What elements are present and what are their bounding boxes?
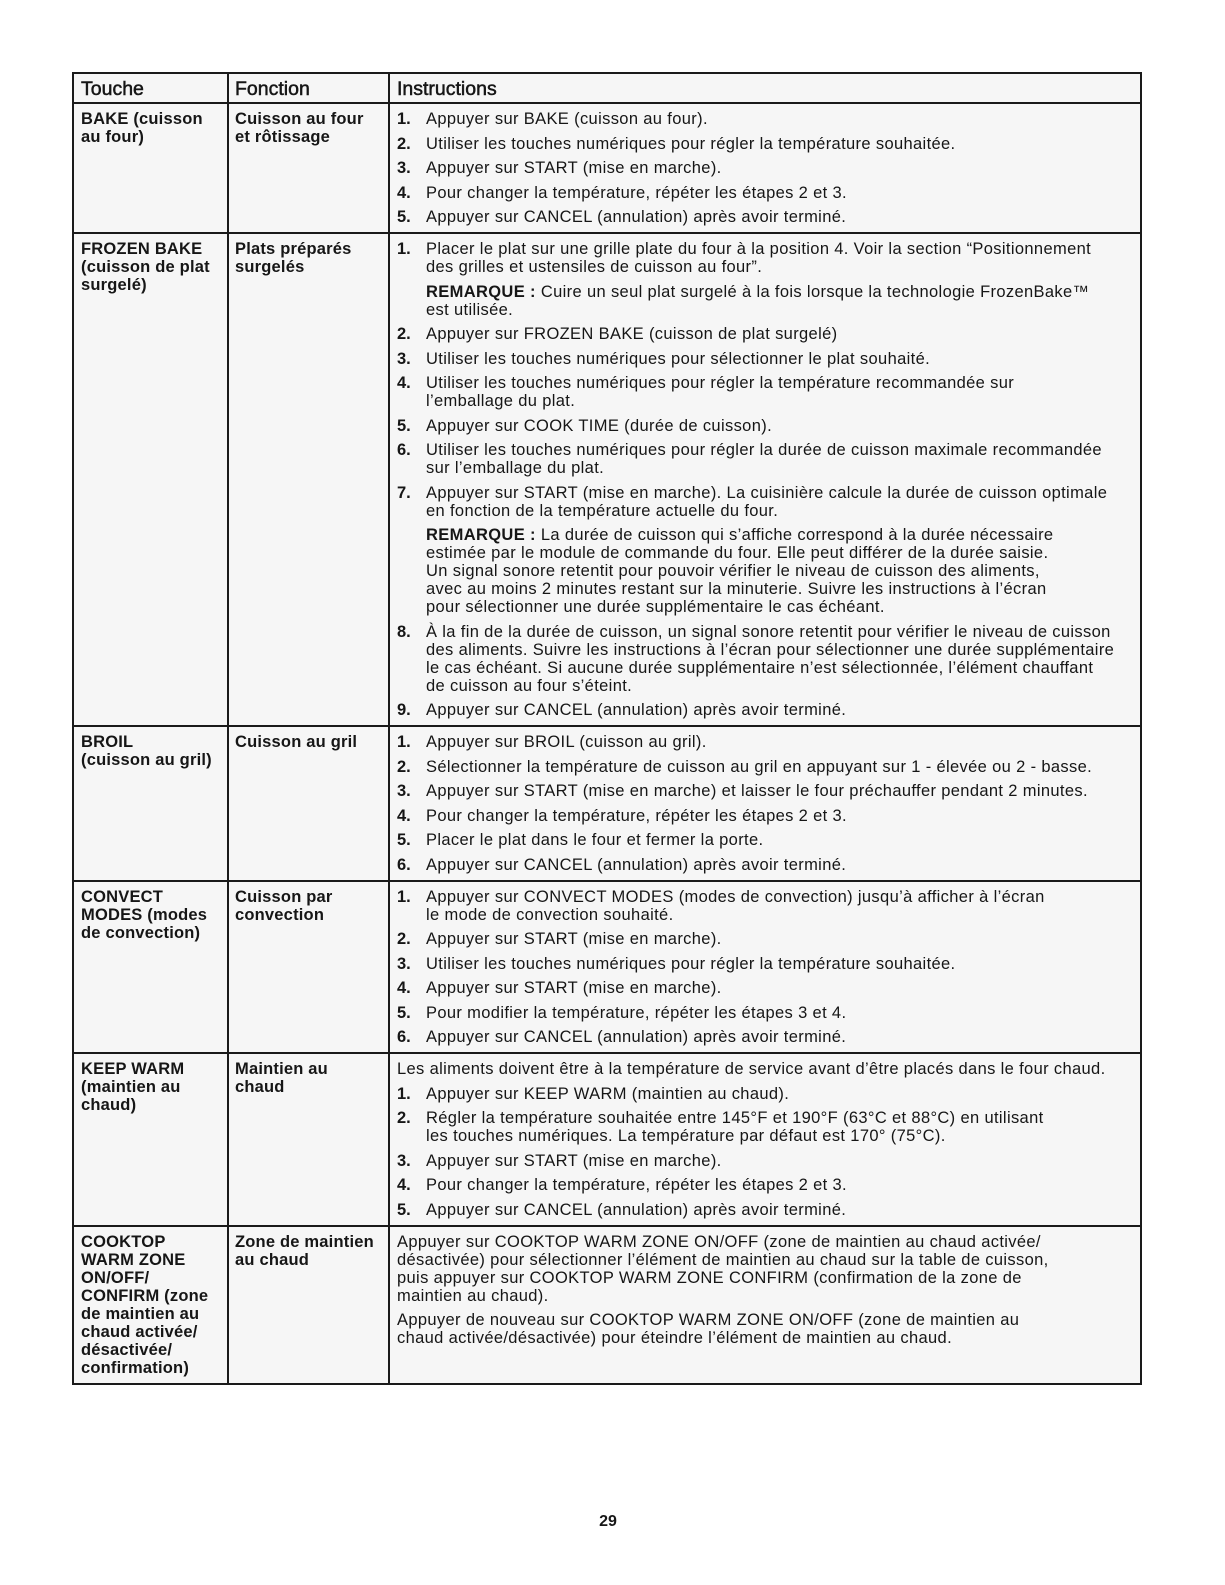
step-number: 3. bbox=[397, 954, 411, 973]
instruction-step bbox=[397, 110, 1137, 128]
step-text: Appuyer sur START (mise en marche). bbox=[426, 1151, 722, 1170]
step-number: 4. bbox=[397, 806, 411, 825]
note bbox=[426, 526, 1137, 616]
instructions-cell bbox=[389, 103, 1141, 233]
key-cell bbox=[73, 1053, 228, 1226]
instruction-step bbox=[397, 1176, 1137, 1194]
instruction-step bbox=[397, 856, 1137, 874]
function-label: Zone de maintien au chaud bbox=[235, 1232, 374, 1269]
instructions-cell bbox=[389, 1053, 1141, 1226]
function-label: Plats préparés surgelés bbox=[235, 240, 352, 276]
step-number: 3. bbox=[397, 1151, 411, 1170]
instruction-step bbox=[397, 1201, 1137, 1219]
key-label: FROZEN BAKE (cuisson de plat surgelé) bbox=[81, 240, 210, 294]
step-text: Appuyer sur START (mise en marche). La cuisinière calcule la durée de cuisson optimale en fonction de la température actuelle du four. bbox=[426, 483, 1108, 520]
instruction-step bbox=[397, 484, 1137, 520]
function-label: Cuisson au four et rôtissage bbox=[235, 110, 364, 146]
step-number: 5. bbox=[397, 831, 411, 849]
function-label: Cuisson par convection bbox=[235, 887, 333, 924]
step-text: Appuyer sur CANCEL (annulation) après avoir terminé. bbox=[426, 208, 847, 226]
function-label: Cuisson au gril bbox=[235, 733, 358, 751]
step-text: Utiliser les touches numériques pour régler la température souhaitée. bbox=[426, 134, 956, 153]
step-text: Pour modifier la température, répéter les étapes 3 et 4. bbox=[426, 1003, 847, 1022]
instruction-step bbox=[397, 807, 1137, 825]
step-number: 1. bbox=[397, 887, 411, 906]
note bbox=[426, 283, 1137, 319]
header-instructions: Instructions bbox=[389, 73, 1141, 103]
step-text: Utiliser les touches numériques pour régler la température recommandée sur l’emballage du plat. bbox=[426, 374, 1015, 410]
step-number: 5. bbox=[397, 208, 411, 226]
step-text: Appuyer sur COOK TIME (durée de cuisson). bbox=[426, 416, 773, 435]
step-number: 5. bbox=[397, 1200, 411, 1219]
instruction-step bbox=[397, 350, 1137, 368]
key-cell bbox=[73, 103, 228, 233]
paragraph: Les aliments doivent être à la température de service avant d’être placés dans le four chaud. bbox=[397, 1060, 1106, 1078]
instruction-step bbox=[397, 135, 1137, 153]
instructions-cell bbox=[389, 233, 1141, 726]
step-text: Appuyer sur START (mise en marche) et laisser le four préchauffer pendant 2 minutes. bbox=[426, 782, 1088, 800]
instructions-cell bbox=[389, 881, 1141, 1054]
instruction-step bbox=[397, 374, 1137, 410]
note-label: REMARQUE : bbox=[426, 282, 536, 301]
step-number: 3. bbox=[397, 782, 411, 800]
key-label: BAKE (cuisson au four) bbox=[81, 110, 203, 146]
table-row-frozen-bake bbox=[73, 233, 1141, 726]
key-label: CONVECT MODES (modes de convection) bbox=[81, 887, 208, 942]
note-text: Cuire un seul plat surgelé à la fois lorsque la technologie FrozenBake™ est utilisée. bbox=[426, 282, 1090, 319]
step-number: 2. bbox=[397, 930, 411, 948]
step-text: Pour changer la température, répéter les étapes 2 et 3. bbox=[426, 1176, 847, 1194]
instruction-step bbox=[397, 979, 1137, 997]
step-number: 7. bbox=[397, 483, 411, 502]
controls-table bbox=[72, 72, 1142, 1385]
step-number: 1. bbox=[397, 110, 411, 128]
key-label: BROIL (cuisson au gril) bbox=[81, 733, 212, 769]
step-text: Utiliser les touches numériques pour sélectionner le plat souhaité. bbox=[426, 349, 931, 368]
step-number: 2. bbox=[397, 325, 411, 343]
step-number: 2. bbox=[397, 757, 411, 776]
step-text: À la fin de la durée de cuisson, un signal sonore retentit pour vérifier le niveau de cuisson des aliments. Suivre les instructions à l’écran pour sélectionner une durée supplémentaire le cas échéant. Si aucune durée supplémentaire n’est sélectionnée, l’élément chauffant de cuisson au four s’éteint. bbox=[426, 622, 1115, 695]
table-row-cooktop-warm-zone bbox=[73, 1226, 1141, 1384]
step-text: Appuyer sur START (mise en marche). bbox=[426, 979, 722, 997]
step-number: 5. bbox=[397, 1003, 411, 1022]
header-touche: Touche bbox=[73, 73, 228, 103]
step-text: Appuyer sur CONVECT MODES (modes de convection) jusqu’à afficher à l’écran le mode de convection souhaité. bbox=[426, 887, 1045, 924]
step-number: 4. bbox=[397, 374, 411, 392]
instruction-step bbox=[397, 888, 1137, 924]
function-cell bbox=[228, 881, 389, 1054]
step-text: Pour changer la température, répéter les étapes 2 et 3. bbox=[426, 806, 847, 825]
step-number: 6. bbox=[397, 855, 411, 874]
instruction-step bbox=[397, 1109, 1137, 1145]
step-number: 3. bbox=[397, 159, 411, 177]
step-number: 6. bbox=[397, 1028, 411, 1046]
instruction-step bbox=[397, 240, 1137, 276]
table-row-convect-modes bbox=[73, 881, 1141, 1054]
paragraph: Appuyer sur COOKTOP WARM ZONE ON/OFF (zone de maintien au chaud activée/ désactivée) pour sélectionner l’élément de maintien au chaud sur la table de cuisson, puis appuyer sur COOKTOP WARM ZONE CONFIRM (confirmation de la zone de maintien au chaud). bbox=[397, 1232, 1049, 1305]
key-cell bbox=[73, 233, 228, 726]
step-number: 1. bbox=[397, 733, 411, 751]
instruction-step bbox=[397, 701, 1137, 719]
instructions-cell bbox=[389, 726, 1141, 881]
table-row-bake bbox=[73, 103, 1141, 233]
step-text: Appuyer sur START (mise en marche). bbox=[426, 930, 722, 948]
instruction-step bbox=[397, 1004, 1137, 1022]
instruction-step bbox=[397, 184, 1137, 202]
step-number: 1. bbox=[397, 1084, 411, 1103]
step-text: Appuyer sur FROZEN BAKE (cuisson de plat surgelé) bbox=[426, 325, 838, 343]
step-text: Appuyer sur START (mise en marche). bbox=[426, 159, 722, 177]
instruction-step bbox=[397, 782, 1137, 800]
instruction-step bbox=[397, 1085, 1137, 1103]
table-header-row bbox=[73, 73, 1141, 103]
step-text: Utiliser les touches numériques pour régler la température souhaitée. bbox=[426, 954, 956, 973]
step-number: 9. bbox=[397, 701, 411, 719]
instruction-step bbox=[397, 159, 1137, 177]
key-label: COOKTOP WARM ZONE ON/OFF/ CONFIRM (zone de maintien au chaud activée/ désactivée/ confirmation) bbox=[81, 1232, 209, 1377]
step-number: 2. bbox=[397, 1109, 411, 1127]
function-cell bbox=[228, 1226, 389, 1384]
step-text: Régler la température souhaitée entre 145°F et 190°F (63°C et 88°C) en utilisant les touches numériques. La température par défaut est 170° (75°C). bbox=[426, 1109, 1044, 1145]
step-text: Appuyer sur CANCEL (annulation) après avoir terminé. bbox=[426, 1200, 847, 1219]
note-label: REMARQUE : bbox=[426, 526, 536, 544]
step-text: Appuyer sur KEEP WARM (maintien au chaud). bbox=[426, 1084, 790, 1103]
step-number: 8. bbox=[397, 622, 411, 641]
step-number: 6. bbox=[397, 441, 411, 459]
key-cell bbox=[73, 726, 228, 881]
instruction-step bbox=[397, 733, 1137, 751]
instruction-step bbox=[397, 930, 1137, 948]
step-text: Appuyer sur BROIL (cuisson au gril). bbox=[426, 733, 707, 751]
paragraph: Appuyer de nouveau sur COOKTOP WARM ZONE ON/OFF (zone de maintien au chaud activée/désactivée) pour éteindre l’élément de maintien au chaud. bbox=[397, 1311, 1020, 1347]
step-text: Utiliser les touches numériques pour régler la durée de cuisson maximale recommandée sur l’emballage du plat. bbox=[426, 441, 1102, 477]
step-number: 4. bbox=[397, 1176, 411, 1194]
function-cell bbox=[228, 726, 389, 881]
step-number: 2. bbox=[397, 134, 411, 153]
table-row-keep-warm bbox=[73, 1053, 1141, 1226]
header-fonction: Fonction bbox=[228, 73, 389, 103]
instruction-step bbox=[397, 623, 1137, 695]
step-text: Appuyer sur BAKE (cuisson au four). bbox=[426, 110, 708, 128]
note-text: La durée de cuisson qui s’affiche correspond à la durée nécessaire estimée par le module de commande du four. Elle peut différer de la durée saisie. Un signal sonore retentit pour pouvoir vérifier le niveau de cuisson des aliments, avec au moins 2 minutes restant sur la minuterie. Suivre les instructions à l’écran pour sélectionner une durée supplémentaire le cas échéant. bbox=[426, 526, 1054, 616]
step-text: Placer le plat sur une grille plate du four à la position 4. Voir la section “Positionnement des grilles et ustensiles de cuisson au four”. bbox=[426, 240, 1092, 276]
table-row-broil bbox=[73, 726, 1141, 881]
step-text: Pour changer la température, répéter les étapes 2 et 3. bbox=[426, 183, 847, 202]
instruction-step bbox=[397, 955, 1137, 973]
function-cell bbox=[228, 103, 389, 233]
instruction-step bbox=[397, 1152, 1137, 1170]
function-cell bbox=[228, 1053, 389, 1226]
instructions-cell bbox=[389, 1226, 1141, 1384]
step-text: Appuyer sur CANCEL (annulation) après avoir terminé. bbox=[426, 701, 847, 719]
step-text: Appuyer sur CANCEL (annulation) après avoir terminé. bbox=[426, 1028, 847, 1046]
key-label: KEEP WARM (maintien au chaud) bbox=[81, 1060, 185, 1114]
function-cell bbox=[228, 233, 389, 726]
key-cell bbox=[73, 881, 228, 1054]
step-number: 5. bbox=[397, 416, 411, 435]
step-number: 4. bbox=[397, 183, 411, 202]
instruction-step bbox=[397, 758, 1137, 776]
instruction-step bbox=[397, 208, 1137, 226]
step-text: Sélectionner la température de cuisson au gril en appuyant sur 1 - élevée ou 2 - basse. bbox=[426, 757, 1093, 776]
step-text: Placer le plat dans le four et fermer la porte. bbox=[426, 831, 764, 849]
instruction-step bbox=[397, 1028, 1137, 1046]
instruction-step bbox=[397, 417, 1137, 435]
instruction-step bbox=[397, 441, 1137, 477]
step-number: 3. bbox=[397, 349, 411, 368]
instruction-step bbox=[397, 325, 1137, 343]
step-number: 4. bbox=[397, 979, 411, 997]
key-cell bbox=[73, 1226, 228, 1384]
page-number: 29 bbox=[599, 1513, 617, 1530]
instruction-step bbox=[397, 831, 1137, 849]
step-number: 1. bbox=[397, 240, 411, 258]
function-label: Maintien au chaud bbox=[235, 1060, 328, 1096]
step-text: Appuyer sur CANCEL (annulation) après avoir terminé. bbox=[426, 855, 847, 874]
